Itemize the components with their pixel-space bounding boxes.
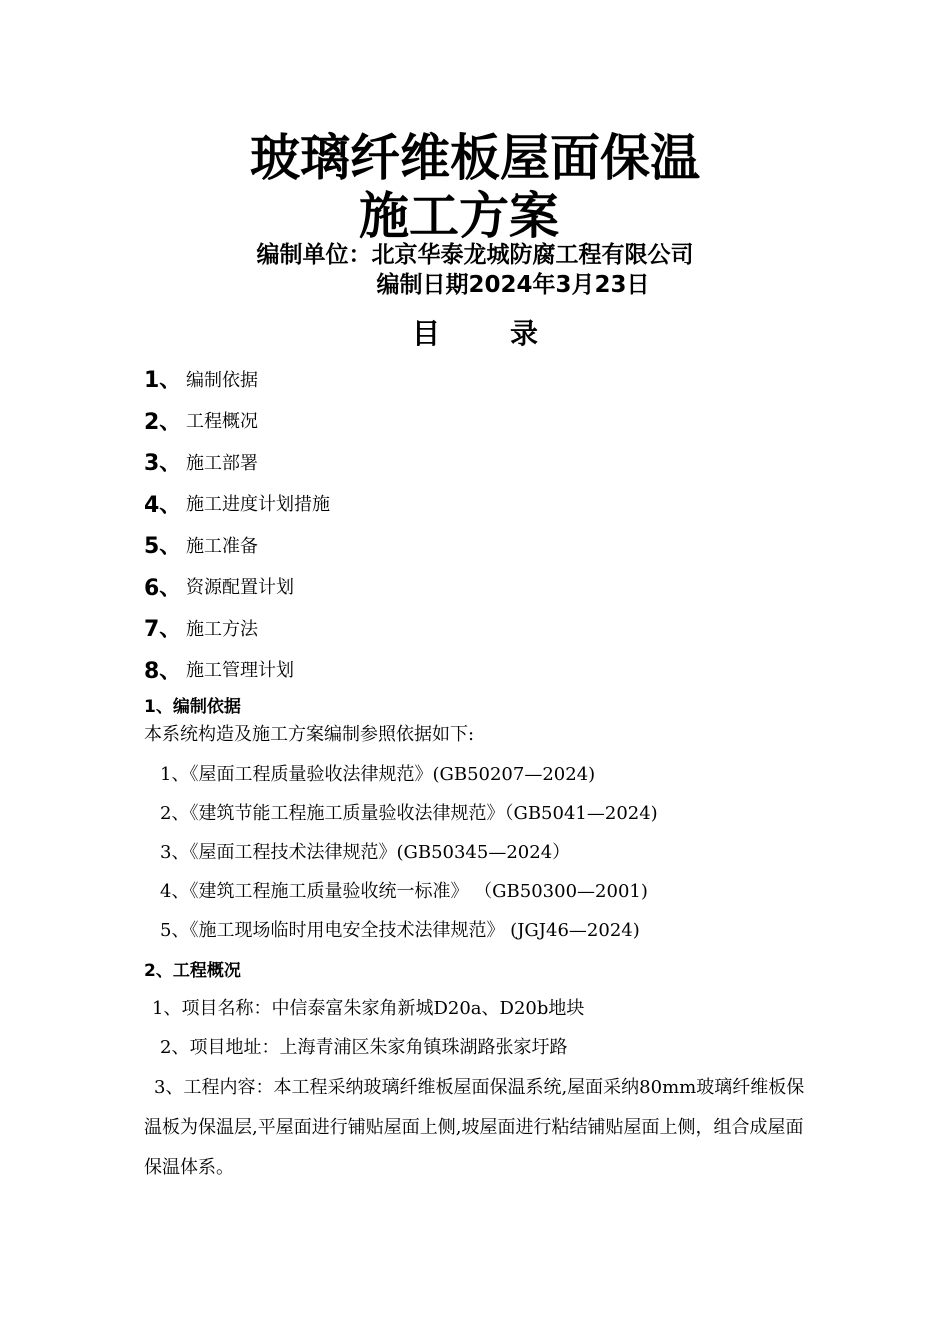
toc-item[interactable] — [144, 566, 330, 608]
toc-item[interactable] — [144, 483, 330, 525]
toc-item-label: 施工方法 — [186, 618, 258, 640]
toc-item-label: 编制依据 — [186, 369, 258, 391]
toc-item-number: 1、 — [144, 368, 182, 394]
project-address: 2、项目地址：上海青浦区朱家角镇珠湖路张家圩路 — [160, 1037, 568, 1058]
toc-item-number: 8、 — [144, 658, 182, 684]
reference-item: 1、《屋面工程质量验收法律规范》(GB50207—2024) — [160, 764, 596, 785]
project-name: 1、项目名称：中信泰富朱家角新城D20a、D20b地块 — [152, 998, 585, 1019]
toc-item-label: 施工进度计划措施 — [186, 494, 330, 516]
toc-item[interactable] — [144, 441, 330, 483]
toc-item-number: 6、 — [144, 575, 182, 601]
toc-heading-right: 录 — [510, 317, 539, 350]
toc-item-label: 施工准备 — [186, 535, 258, 557]
reference-item: 4、《建筑工程施工质量验收统一标准》 （GB50300—2001) — [160, 881, 648, 902]
toc-item-label: 资源配置计划 — [186, 577, 294, 599]
toc-heading-left: 目 — [411, 317, 440, 350]
reference-item: 3、《屋面工程技术法律规范》(GB50345—2024） — [160, 842, 571, 863]
toc-item[interactable] — [144, 524, 330, 566]
toc-item[interactable] — [144, 400, 330, 442]
compiler-line: 编制单位：北京华泰龙城防腐工程有限公司 — [256, 242, 694, 268]
section1-heading: 1、编制依据 — [144, 697, 241, 717]
toc-item-number: 3、 — [144, 451, 182, 477]
toc-item[interactable] — [144, 607, 330, 649]
project-content — [144, 1068, 814, 1188]
reference-item: 2、《建筑节能工程施工质量验收法律规范》（GB5041—2024) — [160, 803, 658, 824]
reference-item: 5、《施工现场临时用电安全技术法律规范》 (JGJ46—2024) — [160, 920, 640, 941]
table-of-contents — [144, 358, 330, 690]
date-line: 编制日期2024年3月23日 — [376, 272, 650, 298]
section1-intro: 本系统构造及施工方案编制参照依据如下: — [144, 724, 475, 745]
toc-item[interactable] — [144, 649, 330, 691]
toc-item-number: 2、 — [144, 409, 182, 435]
toc-item-number: 7、 — [144, 617, 182, 643]
section2-heading: 2、工程概况 — [144, 961, 241, 981]
document-title-line2: 施工方案 — [359, 187, 559, 245]
toc-item-number: 5、 — [144, 534, 182, 560]
project-content-text: 3、工程内容：本工程采纳玻璃纤维板屋面保温系统,屋面采纳80mm玻璃纤维板保温板为保温层,平屋面进行铺贴屋面上侧,坡屋面进行粘结铺贴屋面上侧，组合成屋面保温体系。 — [144, 1077, 805, 1178]
toc-item-label: 工程概况 — [186, 411, 258, 433]
toc-item-number: 4、 — [144, 492, 182, 518]
toc-heading — [0, 312, 950, 352]
document-title-line1: 玻璃纤维板屋面保温 — [250, 129, 700, 187]
toc-item[interactable] — [144, 358, 330, 400]
toc-item-label: 施工管理计划 — [186, 660, 294, 682]
toc-item-label: 施工部署 — [186, 452, 258, 474]
